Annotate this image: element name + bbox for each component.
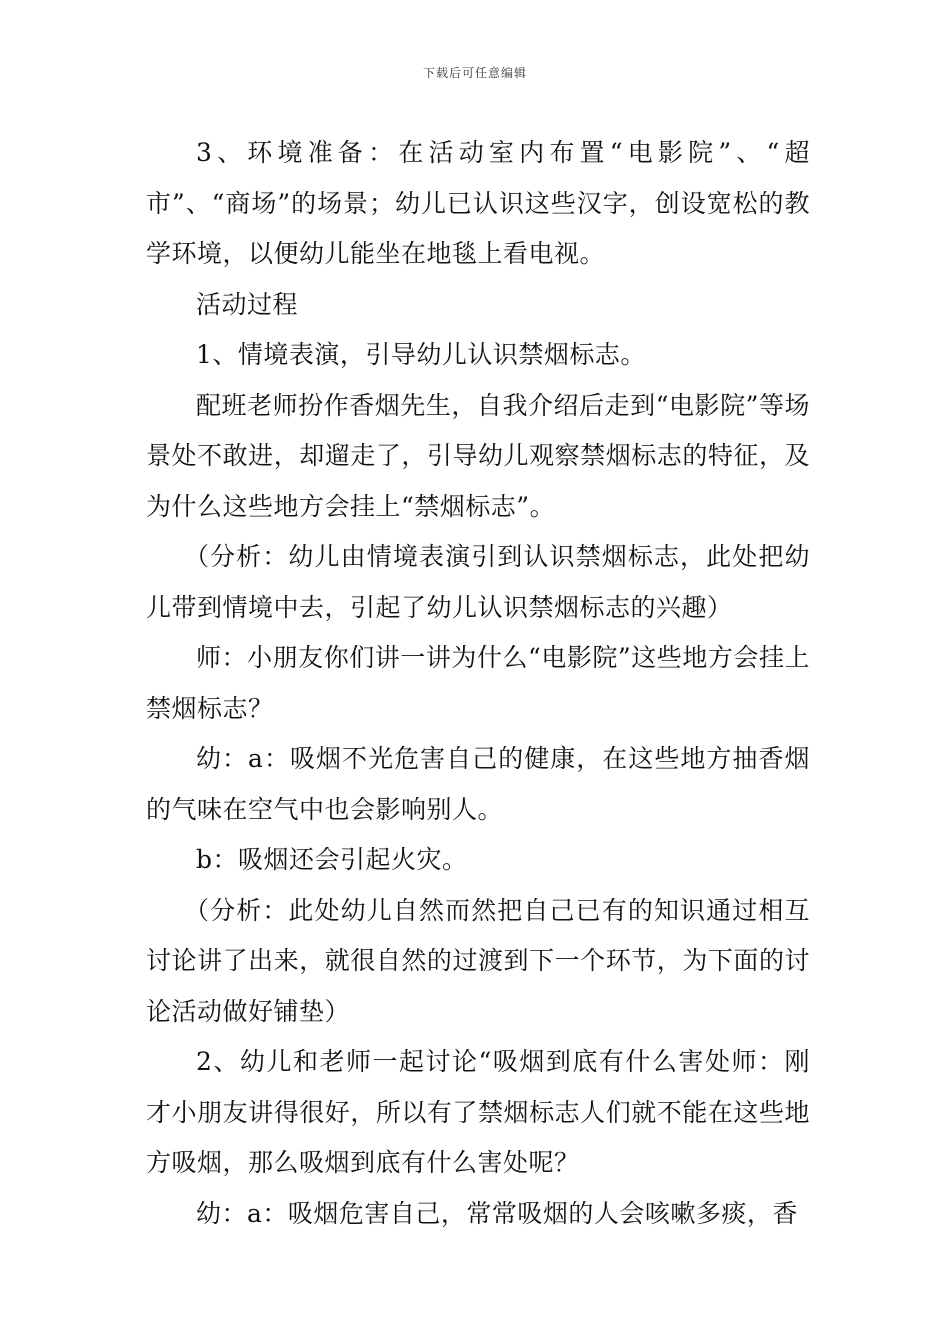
paragraph-child-answer-b: b：吸烟还会引起火灾。	[196, 845, 468, 874]
paragraph-activity-process-heading: 活动过程	[196, 289, 299, 319]
paragraph-step-1: 1、情境表演，引导幼儿认识禁烟标志。	[196, 340, 646, 369]
paragraph-teacher-roleplay: 配班老师扮作香烟先生，自我介绍后走到“电影院”等场景处不敢进，却遛走了，引导幼儿观察禁烟标志的特征，及为什么这些地方会挂上“禁烟标志”。	[146, 390, 810, 521]
document-body	[146, 128, 810, 1239]
paragraph-environment-prep: 3、环境准备：在活动室内布置“电影院”、“超市”、“商场”的场景；幼儿已认识这些汉字，创设宽松的教学环境，以便幼儿能坐在地毯上看电视。	[146, 138, 810, 268]
paragraph-teacher-question: 师：小朋友你们讲一讲为什么“电影院”这些地方会挂上禁烟标志？	[146, 643, 810, 723]
paragraph-analysis-1: （分析：幼儿由情境表演引到认识禁烟标志，此处把幼儿带到情境中去，引起了幼儿认识禁烟标志的兴趣）	[146, 542, 810, 622]
paragraph-child-answer-harm: 幼：a：吸烟危害自己，常常吸烟的人会咳嗽多痰，香	[196, 1198, 798, 1228]
page-header: 下载后可任意编辑	[422, 66, 527, 80]
paragraph-step-2: 2、幼儿和老师一起讨论“吸烟到底有什么害处师：刚才小朋友讲得很好，所以有了禁烟标志人们就不能在这些地方吸烟，那么吸烟到底有什么害处呢？	[146, 1047, 810, 1177]
paragraph-analysis-2: （分析：此处幼儿自然而然把自己已有的知识通过相互讨论讲了出来，就很自然的过渡到下一个环节，为下面的讨论活动做好铺垫）	[146, 895, 810, 1026]
paragraph-child-answer-a: 幼：a：吸烟不光危害自己的健康，在这些地方抽香烟的气味在空气中也会影响别人。	[146, 744, 810, 824]
